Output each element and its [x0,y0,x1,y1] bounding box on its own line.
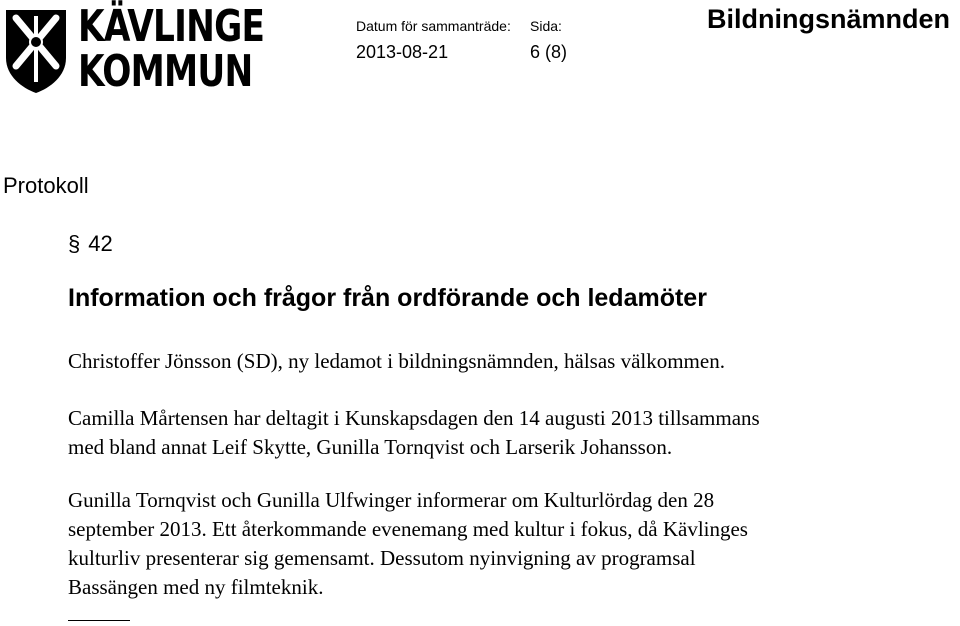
section-symbol: § [68,231,81,256]
page-label: Sida: [530,18,562,34]
paragraph-line: september 2013. Ett återkommande evenemang med kultur i fokus, då Kävlinges [68,517,748,541]
paragraph-line: Camilla Mårtensen har deltagit i Kunskapsdagen den 14 augusti 2013 tillsammans [68,406,760,430]
page-number-value: 6 (8) [530,42,568,62]
section-heading: Information och frågor från ordförande och ledamöter [68,284,707,312]
logo-wordmark-line2: KOMMUN [78,46,253,97]
meeting-date-value: 2013-08-21 [356,42,449,62]
paragraph-line: Gunilla Tornqvist och Gunilla Ulfwinger informerar om Kulturlördag den 28 [68,488,715,512]
section-number: 42 [88,231,113,256]
paragraph-line: Christoffer Jönsson (SD), ny ledamot i bildningsnämnden, hälsas välkommen. [68,349,725,373]
signature-rule [68,620,130,621]
document-type: Protokoll [3,173,89,198]
paragraph-line: med bland annat Leif Skytte, Gunilla Tornqvist och Larserik Johansson. [68,435,673,459]
paragraph-line: kulturliv presenterar sig gemensamt. Dessutom nyinvigning av programsal [68,546,696,570]
paragraph-welcome [68,347,725,376]
paragraph-kulturlordag [68,486,748,602]
logo-wordmark-line1: KÄVLINGE [78,1,265,52]
paragraph-kunskapsdagen [68,404,760,462]
organization-title: Bildningsnämnden [707,4,950,34]
kavlinge-coat-of-arms-icon [4,8,68,94]
paragraph-line: Bassängen med ny filmteknik. [68,575,324,599]
section-marker [68,231,113,257]
meeting-date-label: Datum för sammanträde: [356,18,511,34]
